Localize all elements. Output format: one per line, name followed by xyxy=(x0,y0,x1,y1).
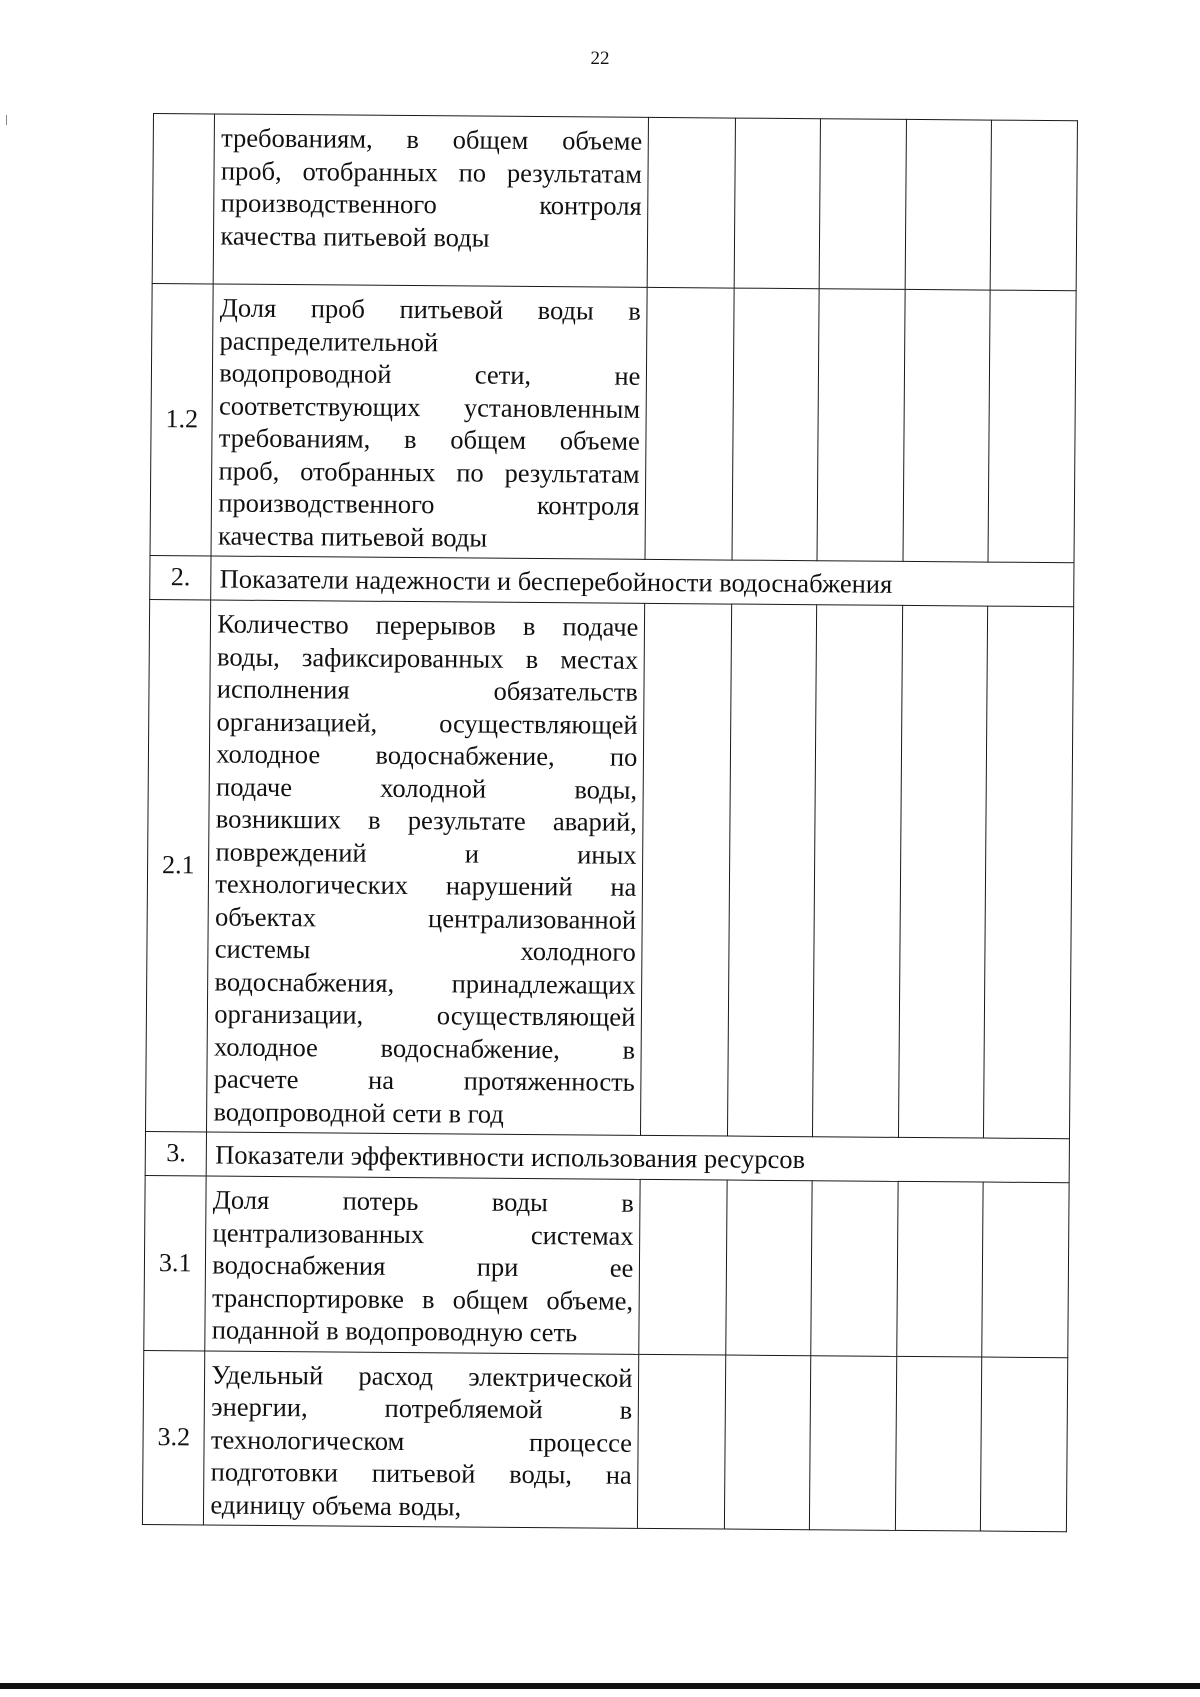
value-cell xyxy=(905,119,992,290)
description-line: энергии, потребляемой в xyxy=(211,1391,633,1425)
indicator-description xyxy=(205,1176,640,1354)
section-title: Показатели надежности и бесперебойности водоснабжения xyxy=(211,556,1074,607)
value-cell xyxy=(811,1181,898,1356)
row-number: 1.2 xyxy=(150,283,214,555)
table-row xyxy=(152,114,1077,291)
value-cell xyxy=(727,604,817,1137)
value-cell xyxy=(648,117,736,288)
description-line: производственного контроля xyxy=(220,187,642,221)
description-line: требованиям, в общем объеме xyxy=(218,422,640,456)
row-number: 2.1 xyxy=(146,599,212,1131)
description-line: водопроводной сети в год xyxy=(213,1096,504,1129)
page-number: 22 xyxy=(590,48,610,69)
description-line: водоснабжения при ее xyxy=(212,1249,634,1283)
value-cell xyxy=(984,606,1074,1139)
description-line: качества питьевой воды xyxy=(217,520,488,553)
table-row xyxy=(144,1175,1069,1357)
description-line: исполнения обязательств xyxy=(216,673,639,707)
value-cell xyxy=(726,1180,813,1355)
description-line: подаче холодной воды, xyxy=(215,771,638,805)
description-line: централизованных системах xyxy=(212,1217,634,1251)
description-line: транспортировке в общем объеме, xyxy=(211,1282,634,1316)
description-line: водопроводной сети, не xyxy=(219,357,641,391)
table-body xyxy=(142,114,1077,1532)
indicator-description xyxy=(207,600,645,1135)
scan-mark xyxy=(6,115,7,125)
description-line: соответствующих установленным xyxy=(218,390,641,424)
value-cell xyxy=(638,1354,726,1529)
description-line: организации, осуществляющей xyxy=(214,998,636,1032)
description-line: возникших в результате аварий, xyxy=(215,803,637,837)
value-cell xyxy=(903,289,991,562)
description-line: Доля потерь воды в xyxy=(212,1184,634,1218)
description-line: объектах централизованной xyxy=(214,901,637,935)
description-line: Удельный расход электрической xyxy=(211,1358,633,1393)
value-cell xyxy=(991,120,1078,291)
value-cell xyxy=(813,605,903,1138)
row-number: 2. xyxy=(150,555,212,599)
description-line: поданной в водопроводную сеть xyxy=(211,1314,578,1348)
value-cell xyxy=(641,603,732,1136)
value-cell xyxy=(732,288,820,561)
value-cell xyxy=(982,1182,1069,1357)
table-row xyxy=(142,1350,1067,1532)
value-cell xyxy=(988,290,1076,563)
description-line: Количество перерывов в подаче xyxy=(217,608,639,642)
page-bottom-rule xyxy=(0,1683,1200,1689)
description-line: проб, отобранных по результатам xyxy=(218,455,640,489)
description-line: распределительной xyxy=(219,325,439,357)
value-cell xyxy=(639,1179,727,1354)
description-line: требованиям, в общем объеме xyxy=(221,122,643,156)
section-row xyxy=(145,1131,1069,1182)
description-line: расчете на протяженность xyxy=(213,1063,635,1097)
table-row xyxy=(146,599,1074,1138)
indicator-description xyxy=(204,1350,639,1528)
value-cell xyxy=(898,605,988,1138)
value-cell xyxy=(895,1356,982,1531)
value-cell xyxy=(820,119,907,290)
value-cell xyxy=(734,118,821,289)
description-line: холодное водоснабжение, в xyxy=(213,1031,636,1065)
value-cell xyxy=(645,287,734,560)
description-line: проб, отобранных по результатам xyxy=(220,155,643,189)
row-number: 3.2 xyxy=(142,1350,205,1525)
row-number xyxy=(152,114,215,284)
description-line: системы холодного xyxy=(214,933,636,967)
description-line: Доля проб питьевой воды в xyxy=(219,292,642,326)
value-cell xyxy=(724,1355,811,1530)
indicators-table xyxy=(142,113,1078,1532)
description-line: воды, зафиксированных в местах xyxy=(216,641,639,675)
table-row xyxy=(150,283,1076,562)
value-cell xyxy=(897,1181,984,1356)
value-cell xyxy=(810,1355,897,1530)
description-line: технологическом процессе xyxy=(210,1423,633,1458)
description-line: холодное водоснабжение, по xyxy=(216,738,638,772)
description-line: повреждений и иных xyxy=(215,836,637,870)
value-cell xyxy=(817,289,905,562)
row-number: 3.1 xyxy=(144,1175,207,1350)
description-line: качества питьевой воды xyxy=(220,220,490,253)
description-line: водоснабжения, принадлежащих xyxy=(214,966,636,1000)
section-row xyxy=(150,555,1074,606)
description-line: организацией, осуществляющей xyxy=(216,706,638,740)
indicator-description xyxy=(211,284,647,559)
row-number: 3. xyxy=(145,1131,207,1175)
indicator-description xyxy=(214,114,649,287)
description-line: производственного контроля xyxy=(218,487,640,521)
description-line: единицу объема воды, xyxy=(210,1488,462,1521)
value-cell xyxy=(981,1357,1068,1532)
description-line: подготовки питьевой воды, на xyxy=(210,1456,632,1490)
section-title: Показатели эффективности использования ресурсов xyxy=(207,1132,1070,1183)
description-line: технологических нарушений на xyxy=(215,868,637,902)
